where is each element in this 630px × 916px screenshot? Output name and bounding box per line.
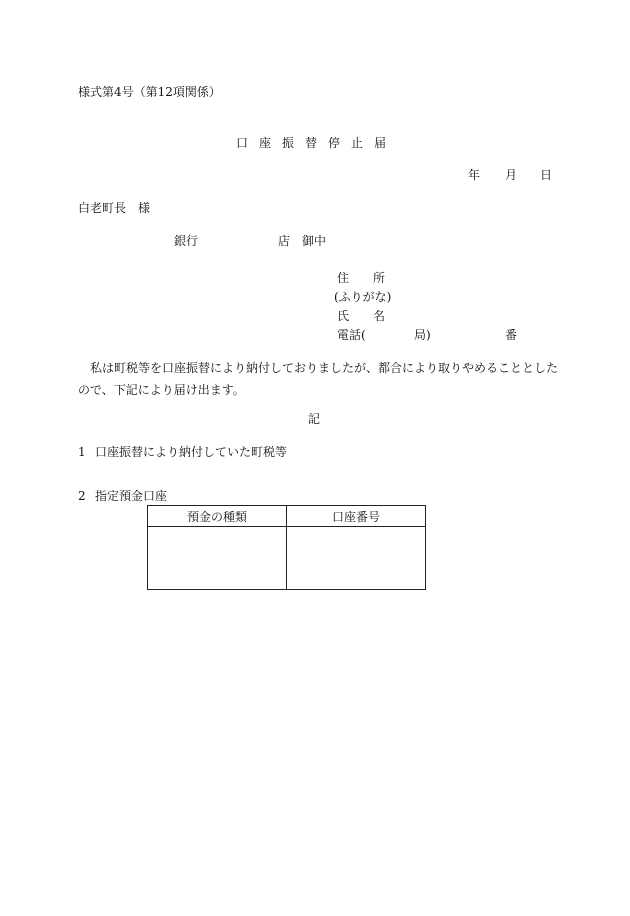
furigana-label: (ふりがな) — [334, 290, 392, 304]
name-label: 氏 名 — [337, 309, 386, 323]
exchange-label: 局) — [414, 328, 431, 342]
item-text: 指定預金口座 — [95, 489, 168, 503]
branch-label: 店 — [278, 234, 291, 248]
item-number: 1 — [78, 445, 86, 459]
date-day-label: 日 — [540, 168, 553, 182]
account-number-cell — [287, 527, 426, 590]
date-month-label: 月 — [505, 168, 518, 182]
body-paragraph: 私は町税等を口座振替により納付しておりましたが、都合により取りやめることとしたので、下記により届け出ます。 — [78, 361, 559, 397]
form-number: 様式第4号（第12項関係） — [78, 85, 221, 99]
page-title: 口座振替停止届 — [236, 136, 398, 150]
bank-label: 銀行 — [174, 234, 199, 248]
greeting-label: 御中 — [302, 234, 327, 248]
ki-heading: 記 — [308, 412, 321, 426]
address-label: 住 所 — [337, 271, 386, 285]
date-year-label: 年 — [468, 168, 481, 182]
deposit-type-cell — [148, 527, 287, 590]
item-number: 2 — [78, 489, 86, 503]
phone-label: 電話( — [337, 328, 366, 342]
table-header-row — [148, 506, 426, 527]
item-text: 口座振替により納付していた町税等 — [95, 445, 288, 459]
account-table — [147, 505, 426, 590]
table-row — [148, 527, 426, 590]
number-label: 番 — [505, 328, 518, 342]
account-number-header: 口座番号 — [287, 506, 426, 527]
deposit-type-header: 預金の種類 — [148, 506, 287, 527]
addressee: 白老町長 様 — [78, 201, 151, 215]
